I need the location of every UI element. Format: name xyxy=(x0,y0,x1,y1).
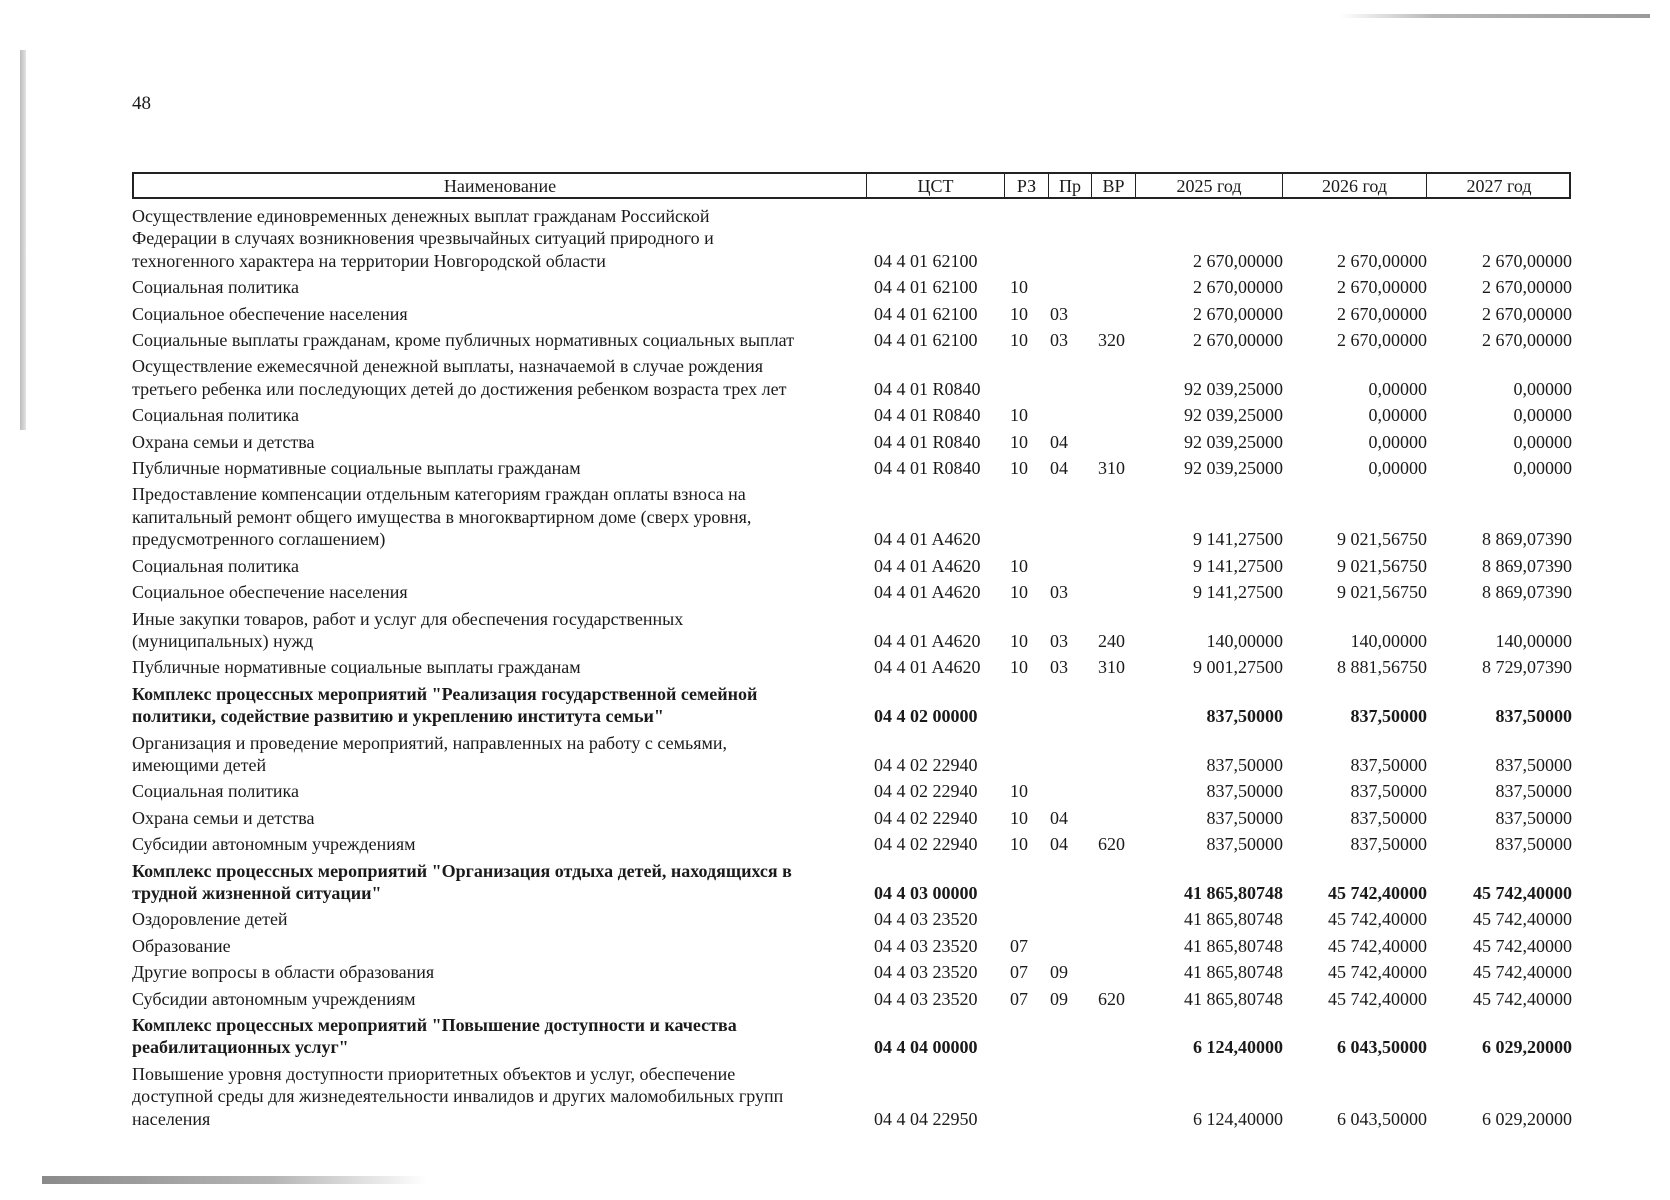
row-2027: 837,50000 xyxy=(1495,706,1572,727)
row-cst: 04 4 01 A4620 xyxy=(874,555,981,576)
row-pr: 03 xyxy=(1050,657,1068,678)
row-2027: 45 742,40000 xyxy=(1473,882,1572,903)
table-row xyxy=(132,908,1571,930)
row-cst: 04 4 01 R0840 xyxy=(874,378,981,399)
header-2025: 2025 год xyxy=(1135,174,1282,197)
row-name: Повышение уровня доступности приоритетных объектов и услуг, обеспечение доступной среды для жизнедеятельности инвалидов и других маломобильных групп населения xyxy=(132,1063,784,1129)
row-rz: 10 xyxy=(1010,330,1028,351)
table-row xyxy=(132,656,1571,678)
row-rz: 07 xyxy=(1010,962,1028,983)
row-2025: 6 124,40000 xyxy=(1193,1037,1283,1058)
row-pr: 03 xyxy=(1050,630,1068,651)
row-2026: 6 043,50000 xyxy=(1337,1108,1427,1129)
row-cst: 04 4 02 22940 xyxy=(874,781,978,802)
row-pr: 03 xyxy=(1050,330,1068,351)
row-2025: 837,50000 xyxy=(1206,706,1283,727)
row-vr: 310 xyxy=(1098,657,1125,678)
header-vr: ВР xyxy=(1091,174,1135,197)
row-cst: 04 4 02 22940 xyxy=(874,834,978,855)
row-name: Осуществление единовременных денежных выплат гражданам Российской Федерации в случаях возникновения чрезвычайных ситуаций природного и техногенного характера на территории Новгородской области xyxy=(132,206,714,271)
row-cst: 04 4 01 R0840 xyxy=(874,405,981,426)
table-row xyxy=(132,555,1571,577)
row-2026: 45 742,40000 xyxy=(1328,882,1427,903)
row-2025: 2 670,00000 xyxy=(1193,277,1283,298)
table-row xyxy=(132,860,1571,905)
table-row xyxy=(132,303,1571,325)
table-row xyxy=(132,404,1571,426)
row-2026: 837,50000 xyxy=(1350,781,1427,802)
row-cst: 04 4 03 23520 xyxy=(874,988,978,1009)
row-2027: 0,00000 xyxy=(1513,378,1572,399)
header-pr: Пр xyxy=(1048,174,1091,197)
row-rz: 10 xyxy=(1010,630,1028,651)
row-2027: 2 670,00000 xyxy=(1482,250,1572,271)
row-cst: 04 4 02 22940 xyxy=(874,754,978,775)
row-2027: 8 869,07390 xyxy=(1482,529,1572,550)
header-rz: РЗ xyxy=(1004,174,1048,197)
scan-edge-bottom xyxy=(42,1176,427,1184)
row-2025: 9 141,27500 xyxy=(1193,555,1283,576)
row-cst: 04 4 03 23520 xyxy=(874,962,978,983)
row-rz: 10 xyxy=(1010,555,1028,576)
table-row xyxy=(132,1014,1571,1059)
row-pr: 09 xyxy=(1050,988,1068,1009)
scan-edge-top xyxy=(1340,14,1650,18)
table-row xyxy=(132,1063,1571,1130)
row-cst: 04 4 01 A4620 xyxy=(874,630,981,651)
row-2025: 9 001,27500 xyxy=(1193,657,1283,678)
row-rz: 10 xyxy=(1010,807,1028,828)
row-2026: 2 670,00000 xyxy=(1337,330,1427,351)
row-2025: 140,00000 xyxy=(1206,630,1283,651)
table-row xyxy=(132,608,1571,653)
page-number: 48 xyxy=(132,93,151,114)
row-2025: 41 865,80748 xyxy=(1184,882,1283,903)
row-2025: 2 670,00000 xyxy=(1193,330,1283,351)
row-2026: 2 670,00000 xyxy=(1337,303,1427,324)
row-rz: 10 xyxy=(1010,431,1028,452)
row-2026: 9 021,56750 xyxy=(1337,582,1427,603)
table-row xyxy=(132,988,1571,1010)
row-2027: 837,50000 xyxy=(1495,834,1572,855)
row-name: Социальное обеспечение населения xyxy=(132,582,408,603)
row-vr: 240 xyxy=(1098,630,1125,651)
row-pr: 09 xyxy=(1050,962,1068,983)
row-rz: 10 xyxy=(1010,458,1028,479)
row-2026: 837,50000 xyxy=(1350,754,1427,775)
row-2027: 2 670,00000 xyxy=(1482,303,1572,324)
row-pr: 03 xyxy=(1050,303,1068,324)
row-2025: 837,50000 xyxy=(1206,781,1283,802)
row-cst: 04 4 02 00000 xyxy=(874,706,978,727)
row-cst: 04 4 04 00000 xyxy=(874,1037,978,1058)
row-cst: 04 4 04 22950 xyxy=(874,1108,978,1129)
row-cst: 04 4 01 R0840 xyxy=(874,458,981,479)
row-2026: 837,50000 xyxy=(1350,807,1427,828)
row-2026: 9 021,56750 xyxy=(1337,555,1427,576)
table-row xyxy=(132,276,1571,298)
row-name: Субсидии автономным учреждениям xyxy=(132,834,416,855)
table-body xyxy=(132,205,1571,1134)
row-rz: 10 xyxy=(1010,657,1028,678)
row-cst: 04 4 01 62100 xyxy=(874,250,978,271)
row-2025: 41 865,80748 xyxy=(1184,962,1283,983)
row-cst: 04 4 03 23520 xyxy=(874,909,978,930)
row-cst: 04 4 01 62100 xyxy=(874,330,978,351)
row-2025: 2 670,00000 xyxy=(1193,303,1283,324)
row-name: Организация и проведение мероприятий, направленных на работу с семьями, имеющими детей xyxy=(132,732,728,775)
table-header xyxy=(132,172,1571,199)
row-cst: 04 4 02 22940 xyxy=(874,807,978,828)
row-2025: 837,50000 xyxy=(1206,807,1283,828)
row-2027: 8 729,07390 xyxy=(1482,657,1572,678)
row-name: Комплекс процессных мероприятий "Организация отдыха детей, находящихся в трудной жизненной ситуации" xyxy=(132,860,792,903)
row-2027: 0,00000 xyxy=(1513,458,1572,479)
row-2025: 92 039,25000 xyxy=(1184,458,1283,479)
row-cst: 04 4 01 62100 xyxy=(874,277,978,298)
row-rz: 10 xyxy=(1010,405,1028,426)
row-2027: 45 742,40000 xyxy=(1473,935,1572,956)
row-rz: 10 xyxy=(1010,277,1028,298)
row-rz: 10 xyxy=(1010,781,1028,802)
table-row xyxy=(132,683,1571,728)
row-2027: 6 029,20000 xyxy=(1482,1108,1572,1129)
row-pr: 03 xyxy=(1050,582,1068,603)
row-2027: 837,50000 xyxy=(1495,781,1572,802)
row-name: Охрана семьи и детства xyxy=(132,807,315,828)
row-2027: 0,00000 xyxy=(1513,431,1572,452)
table-row xyxy=(132,780,1571,802)
row-vr: 320 xyxy=(1098,330,1125,351)
row-2026: 9 021,56750 xyxy=(1337,529,1427,550)
row-cst: 04 4 01 A4620 xyxy=(874,529,981,550)
row-vr: 620 xyxy=(1098,988,1125,1009)
row-name: Осуществление ежемесячной денежной выплаты, назначаемой в случае рождения третьего ребенка или последующих детей до достижения ребенком возраста трех лет xyxy=(132,356,787,399)
scan-edge-left xyxy=(20,50,26,430)
row-2026: 0,00000 xyxy=(1368,378,1427,399)
row-name: Другие вопросы в области образования xyxy=(132,962,435,983)
row-vr: 620 xyxy=(1098,834,1125,855)
row-rz: 10 xyxy=(1010,303,1028,324)
table-row xyxy=(132,833,1571,855)
row-name: Публичные нормативные социальные выплаты гражданам xyxy=(132,458,581,479)
row-name: Охрана семьи и детства xyxy=(132,431,315,452)
row-2026: 45 742,40000 xyxy=(1328,962,1427,983)
row-2027: 837,50000 xyxy=(1495,754,1572,775)
row-2026: 837,50000 xyxy=(1350,706,1427,727)
row-2027: 0,00000 xyxy=(1513,405,1572,426)
header-cst: ЦСТ xyxy=(866,174,1004,197)
row-2026: 0,00000 xyxy=(1368,431,1427,452)
row-pr: 04 xyxy=(1050,807,1068,828)
row-2025: 837,50000 xyxy=(1206,834,1283,855)
row-2026: 8 881,56750 xyxy=(1337,657,1427,678)
table-row xyxy=(132,355,1571,400)
row-name: Социальная политика xyxy=(132,405,299,426)
row-2026: 837,50000 xyxy=(1350,834,1427,855)
row-2026: 0,00000 xyxy=(1368,405,1427,426)
row-2026: 6 043,50000 xyxy=(1337,1037,1427,1058)
row-cst: 04 4 01 A4620 xyxy=(874,582,981,603)
row-rz: 07 xyxy=(1010,988,1028,1009)
row-2026: 0,00000 xyxy=(1368,458,1427,479)
row-pr: 04 xyxy=(1050,834,1068,855)
row-name: Публичные нормативные социальные выплаты гражданам xyxy=(132,657,581,678)
row-name: Социальная политика xyxy=(132,277,299,298)
row-2025: 92 039,25000 xyxy=(1184,378,1283,399)
row-name: Социальная политика xyxy=(132,555,299,576)
row-2026: 2 670,00000 xyxy=(1337,277,1427,298)
row-rz: 10 xyxy=(1010,834,1028,855)
row-cst: 04 4 03 00000 xyxy=(874,882,978,903)
row-name: Социальные выплаты гражданам, кроме публичных нормативных социальных выплат xyxy=(132,330,795,351)
row-2026: 45 742,40000 xyxy=(1328,909,1427,930)
row-cst: 04 4 03 23520 xyxy=(874,935,978,956)
row-2025: 9 141,27500 xyxy=(1193,529,1283,550)
row-cst: 04 4 01 A4620 xyxy=(874,657,981,678)
row-2026: 2 670,00000 xyxy=(1337,250,1427,271)
row-2026: 140,00000 xyxy=(1350,630,1427,651)
row-2025: 92 039,25000 xyxy=(1184,431,1283,452)
row-vr: 310 xyxy=(1098,458,1125,479)
row-rz: 10 xyxy=(1010,582,1028,603)
table-row xyxy=(132,483,1571,550)
table-row xyxy=(132,205,1571,272)
header-2027: 2027 год xyxy=(1426,174,1571,197)
row-2025: 41 865,80748 xyxy=(1184,909,1283,930)
table-row xyxy=(132,935,1571,957)
row-2027: 2 670,00000 xyxy=(1482,277,1572,298)
row-name: Социальная политика xyxy=(132,781,299,802)
row-2027: 837,50000 xyxy=(1495,807,1572,828)
header-name: Наименование xyxy=(443,176,557,196)
row-2025: 6 124,40000 xyxy=(1193,1108,1283,1129)
row-2027: 8 869,07390 xyxy=(1482,555,1572,576)
row-2025: 41 865,80748 xyxy=(1184,935,1283,956)
row-2026: 45 742,40000 xyxy=(1328,988,1427,1009)
row-name: Иные закупки товаров, работ и услуг для обеспечения государственных (муниципальных) нужд xyxy=(132,608,684,651)
row-name: Субсидии автономным учреждениям xyxy=(132,988,416,1009)
header-2026: 2026 год xyxy=(1282,174,1426,197)
table-row xyxy=(132,431,1571,453)
row-2025: 9 141,27500 xyxy=(1193,582,1283,603)
row-name: Предоставление компенсации отдельным категориям граждан оплаты взноса на капитальный ремонт общего имущества в многоквартирном доме (сверх уровня, предусмотренного соглашением) xyxy=(132,484,752,550)
row-cst: 04 4 01 62100 xyxy=(874,303,978,324)
row-2026: 45 742,40000 xyxy=(1328,935,1427,956)
row-name: Комплекс процессных мероприятий "Повышение доступности и качества реабилитационных услуг" xyxy=(132,1015,737,1058)
row-rz: 07 xyxy=(1010,935,1028,956)
row-2027: 2 670,00000 xyxy=(1482,330,1572,351)
row-cst: 04 4 01 R0840 xyxy=(874,431,981,452)
row-2027: 45 742,40000 xyxy=(1473,909,1572,930)
table-row xyxy=(132,961,1571,983)
table-row xyxy=(132,329,1571,351)
row-2027: 6 029,20000 xyxy=(1482,1037,1572,1058)
row-name: Комплекс процессных мероприятий "Реализация государственной семейной политики, содействие развитию и укреплению института семьи" xyxy=(132,683,758,727)
row-name: Образование xyxy=(132,935,231,956)
row-2027: 8 869,07390 xyxy=(1482,582,1572,603)
row-2025: 837,50000 xyxy=(1206,754,1283,775)
row-2027: 140,00000 xyxy=(1495,630,1572,651)
row-pr: 04 xyxy=(1050,431,1068,452)
table-row xyxy=(132,732,1571,777)
table-row xyxy=(132,581,1571,603)
row-2027: 45 742,40000 xyxy=(1473,988,1572,1009)
row-2025: 92 039,25000 xyxy=(1184,405,1283,426)
row-2025: 2 670,00000 xyxy=(1193,250,1283,271)
row-pr: 04 xyxy=(1050,458,1068,479)
row-name: Социальное обеспечение населения xyxy=(132,303,408,324)
table-row xyxy=(132,457,1571,479)
row-2025: 41 865,80748 xyxy=(1184,988,1283,1009)
table-row xyxy=(132,807,1571,829)
row-2027: 45 742,40000 xyxy=(1473,962,1572,983)
row-name: Оздоровление детей xyxy=(132,909,288,930)
